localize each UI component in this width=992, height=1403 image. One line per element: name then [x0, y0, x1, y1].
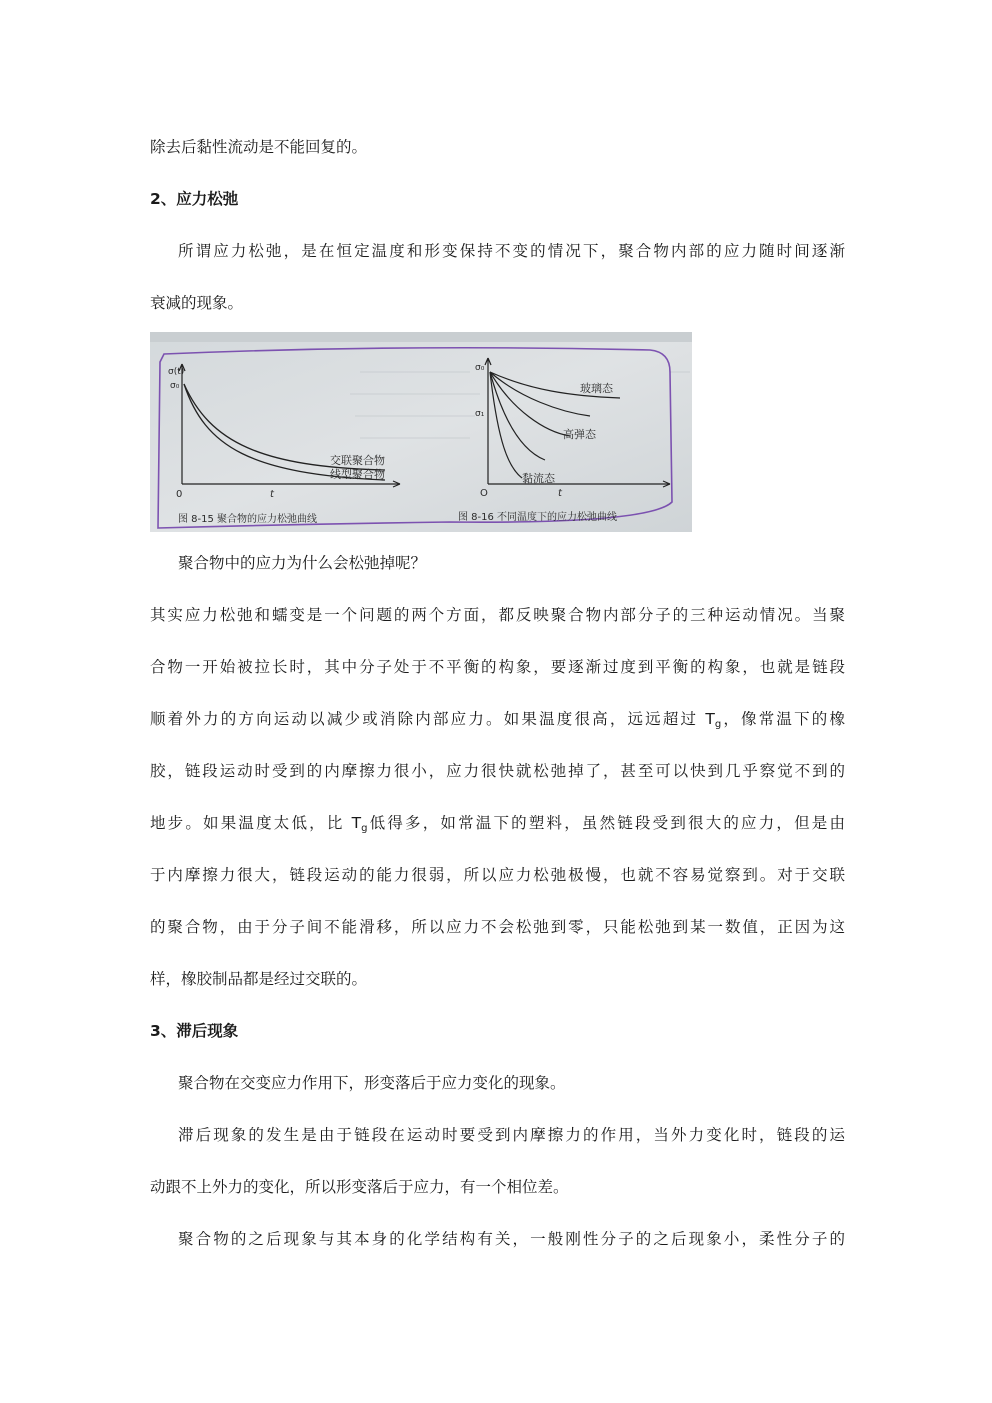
paragraph-text: 的聚合物，由于分子间不能滑移，所以应力不会松弛到零，只能松弛到某一数值，正因为这 — [150, 918, 845, 936]
paragraph-text: 合物一开始被拉长时，其中分子处于不平衡的构象，要逐渐过度到平衡的构象，也就是链段 — [150, 658, 845, 676]
paragraph-text: 其实应力松弛和蠕变是一个问题的两个方面，都反映聚合物内部分子的三种运动情况。当聚 — [150, 606, 845, 624]
right-origin-label: O — [480, 488, 488, 499]
text-segment: 低得多，如常温下的塑料，虽然链段受到很大的应力，但是由 — [367, 814, 845, 832]
right-ymid-label: σ₁ — [475, 409, 485, 419]
paragraph-text: 于内摩擦力很大，链段运动的能力很弱，所以应力松弛极慢，也就不容易觉察到。对于交联 — [150, 866, 845, 884]
crosslinked-label: 交联聚合物 — [330, 454, 385, 467]
subscript-g: g — [361, 823, 368, 834]
paragraph-text: 滞后现象的发生是由于链段在运动时要受到内摩擦力的作用，当外力变化时，链段的运 — [178, 1126, 845, 1144]
section-heading-hysteresis: 3、滞后现象 — [150, 1022, 239, 1040]
viscous-label: 黏流态 — [522, 472, 555, 485]
paragraph-text: 聚合物的之后现象与其本身的化学结构有关，一般刚性分子的之后现象小，柔性分子的 — [178, 1230, 845, 1248]
paragraph-text — [150, 812, 845, 834]
paragraph-text: 聚合物中的应力为什么会松弛掉呢？ — [178, 554, 427, 572]
section-heading-stress-relaxation: 2、应力松弛 — [150, 190, 239, 208]
paragraph-text: 聚合物在交变应力作用下，形变落后于应力变化的现象。 — [178, 1074, 566, 1092]
left-ylabel: σ(t) — [168, 367, 185, 377]
paragraph-text: 所谓应力松弛，是在恒定温度和形变保持不变的情况下，聚合物内部的应力随时间逐渐 — [178, 242, 845, 260]
paragraph-text: 样，橡胶制品都是经过交联的。 — [150, 970, 368, 988]
stress-relaxation-figure — [150, 332, 692, 532]
paragraph-text: 胶，链段运动时受到的内摩擦力很小，应力很快就松弛掉了，甚至可以快到几乎察觉不到的 — [150, 762, 845, 780]
left-origin-label: 0 — [176, 489, 183, 500]
text-segment: ，像常温下的橡 — [721, 710, 845, 728]
right-xlabel: t — [558, 488, 562, 499]
figure-drawing — [150, 332, 692, 532]
text-segment: 地步。如果温度太低，比 T — [150, 814, 362, 832]
paragraph-text: 衰减的现象。 — [150, 294, 244, 312]
paragraph-text: 除去后黏性流动是不能回复的。 — [150, 138, 368, 156]
left-y0-label: σ₀ — [170, 381, 180, 391]
paragraph-text — [150, 708, 845, 730]
rubbery-label: 高弹态 — [563, 428, 596, 441]
right-y0-label: σ₀ — [475, 363, 485, 373]
subscript-g: g — [714, 719, 722, 730]
left-xlabel: t — [270, 489, 274, 500]
right-caption: 图 8-16 不同温度下的应力松弛曲线 — [458, 512, 618, 523]
linear-label: 线型聚合物 — [330, 468, 385, 481]
glassy-label: 玻璃态 — [580, 382, 613, 395]
left-caption: 图 8-15 聚合物的应力松弛曲线 — [178, 514, 318, 525]
paragraph-text: 动跟不上外力的变化，所以形变落后于应力，有一个相位差。 — [150, 1178, 569, 1196]
text-segment: 顺着外力的方向运动以减少或消除内部应力。如果温度很高，远远超过 T — [150, 710, 715, 728]
